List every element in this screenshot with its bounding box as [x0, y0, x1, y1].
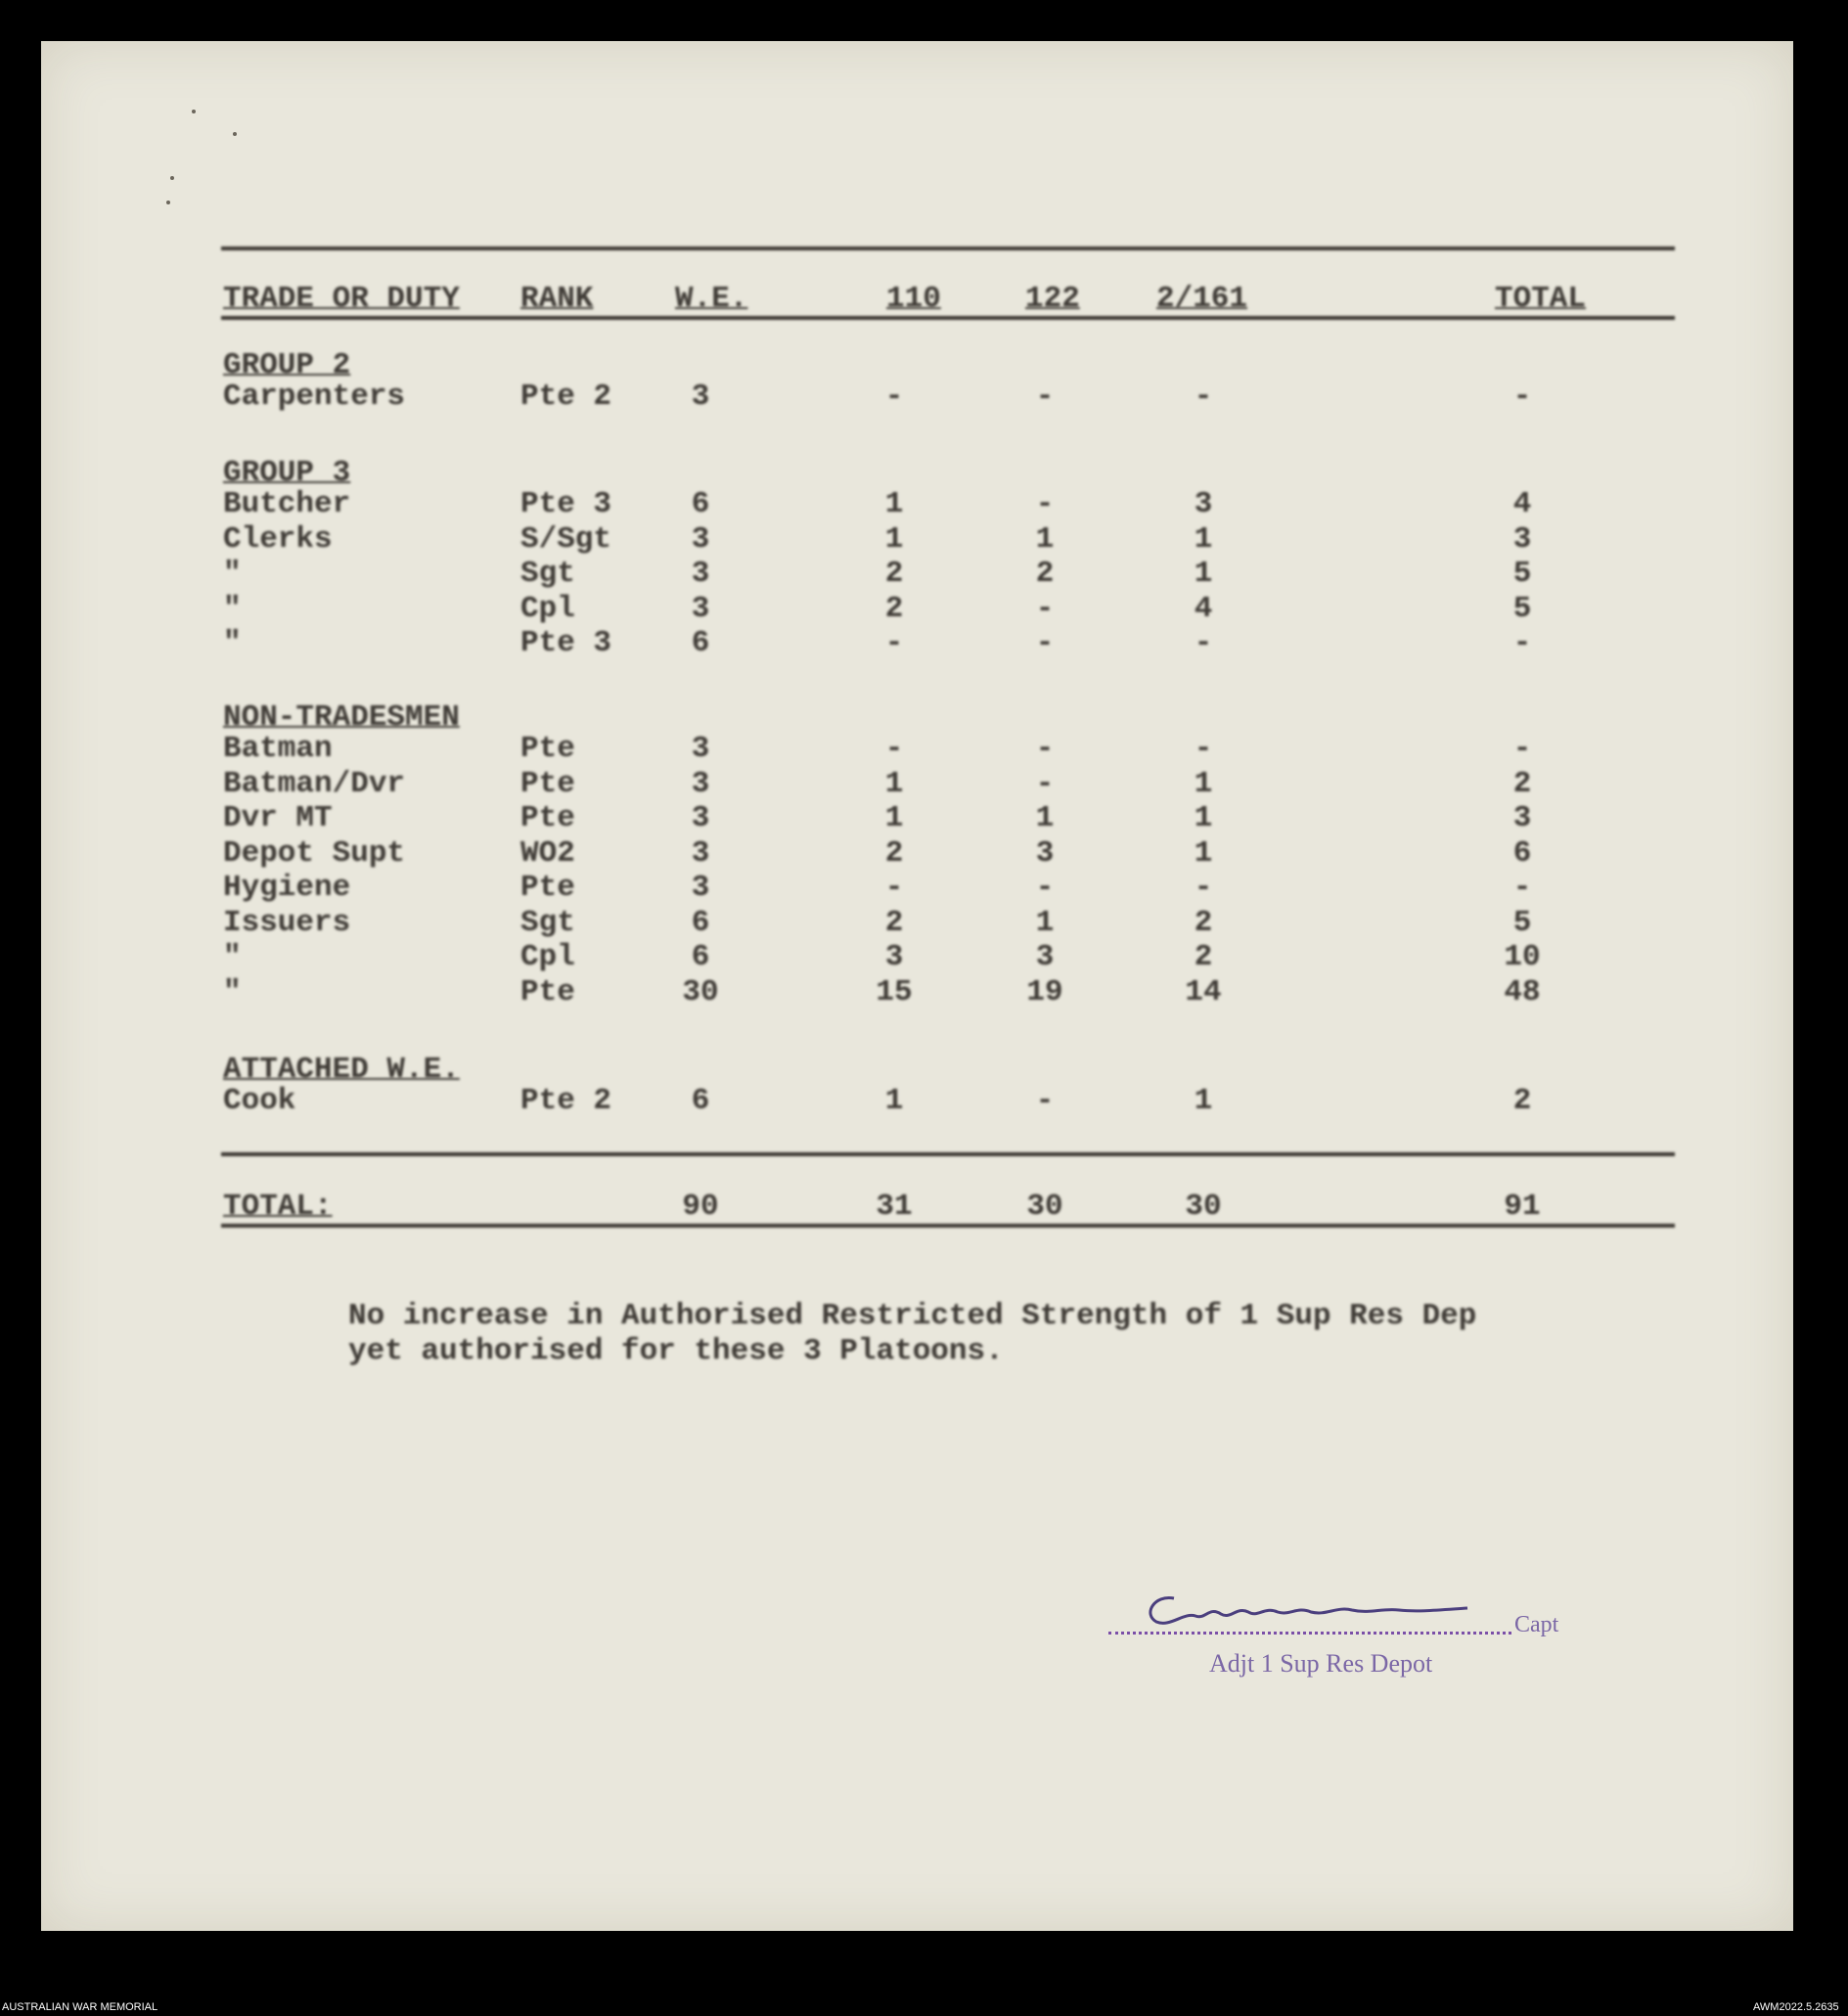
cell-c122: 19 [1026, 974, 1063, 1009]
cell-ws: 3 [691, 871, 710, 905]
cell-rank: Cpl [520, 591, 575, 626]
header-122: 122 [1025, 282, 1080, 316]
cell-c110: 1 [884, 1084, 904, 1118]
cell-c2-161: 1 [1194, 521, 1213, 557]
cell-rank: Pte 3 [520, 626, 612, 660]
cell-rank: Pte 2 [520, 380, 612, 414]
cell-trade: " [223, 940, 242, 974]
cell-ws: 6 [691, 1084, 710, 1118]
cell-rank: Pte [520, 732, 575, 766]
cell-c2-161: 14 [1185, 974, 1222, 1009]
header-trade: TRADE OR DUTY [223, 282, 460, 316]
cell-total: 3 [1512, 521, 1532, 557]
cell-c2-161: 1 [1194, 766, 1213, 801]
header-2-161: 2/161 [1156, 282, 1248, 316]
cell-trade: Cook [223, 1084, 296, 1118]
cell-c122: - [1035, 487, 1055, 521]
cell-c122: 3 [1035, 835, 1055, 871]
cell-c2-161: 3 [1194, 487, 1213, 521]
cell-trade: " [223, 557, 242, 591]
cell-c110: - [884, 380, 904, 414]
header-ws: W.E. [675, 282, 748, 316]
cell-trade: " [223, 591, 242, 626]
stamp-capt: Capt [1514, 1612, 1559, 1637]
cell-c2-161: - [1194, 732, 1213, 766]
cell-c110: - [884, 871, 904, 905]
cell-rank: Cpl [520, 940, 575, 974]
cell-c110: 1 [884, 487, 904, 521]
cell-c110: - [884, 732, 904, 766]
totals-total: 91 [1504, 1189, 1541, 1224]
totals-2-161: 30 [1185, 1189, 1222, 1224]
cell-c122: - [1035, 871, 1055, 905]
cell-total: 10 [1504, 940, 1541, 974]
cell-ws: 3 [691, 801, 710, 835]
cell-trade: Clerks [223, 521, 333, 557]
cell-ws: 6 [691, 487, 710, 521]
cell-c2-161: 1 [1194, 1084, 1213, 1118]
cell-trade: Issuers [223, 905, 351, 940]
cell-ws: 3 [691, 380, 710, 414]
cell-c122: 1 [1035, 801, 1055, 835]
note-line-1: No increase in Authorised Restricted Strength of 1 Sup Res Dep [348, 1299, 1477, 1333]
cell-rank: Pte [520, 766, 575, 801]
cell-rank: Sgt [520, 557, 575, 591]
cell-c122: - [1035, 766, 1055, 801]
cell-trade: Dvr MT [223, 801, 333, 835]
cell-c2-161: 2 [1194, 905, 1213, 940]
signature [1135, 1577, 1497, 1635]
cell-c110: 1 [884, 521, 904, 557]
cell-total: 5 [1512, 557, 1532, 591]
stamp-title: Adjt 1 Sup Res Depot [1209, 1649, 1433, 1678]
cell-c122: 1 [1035, 905, 1055, 940]
cell-total: - [1512, 380, 1532, 414]
cell-c110: 1 [884, 801, 904, 835]
cell-total: 6 [1512, 835, 1532, 871]
cell-ws: 3 [691, 766, 710, 801]
header-total: TOTAL [1495, 282, 1587, 316]
cell-c2-161: - [1194, 626, 1213, 660]
totals-ws: 90 [682, 1189, 719, 1224]
cell-c122: - [1035, 626, 1055, 660]
cell-c2-161: 2 [1194, 940, 1213, 974]
cell-c122: 2 [1035, 557, 1055, 591]
cell-c122: 1 [1035, 521, 1055, 557]
cell-rank: S/Sgt [520, 521, 612, 557]
cell-total: 4 [1512, 487, 1532, 521]
cell-c110: 2 [884, 905, 904, 940]
cell-total: 5 [1512, 591, 1532, 626]
cell-rank: Sgt [520, 905, 575, 940]
cell-trade: Carpenters [223, 380, 406, 414]
cell-ws: 6 [691, 626, 710, 660]
cell-rank: Pte [520, 974, 575, 1009]
group-title: NON-TRADESMEN [223, 700, 460, 735]
cell-total: - [1512, 732, 1532, 766]
cell-rank: Pte [520, 871, 575, 905]
cell-ws: 3 [691, 835, 710, 871]
cell-trade: " [223, 626, 242, 660]
header-110: 110 [886, 282, 941, 316]
cell-ws: 6 [691, 940, 710, 974]
cell-rank: Pte [520, 801, 575, 835]
cell-trade: Depot Supt [223, 835, 406, 871]
cell-c2-161: 1 [1194, 801, 1213, 835]
header-rank: RANK [520, 282, 594, 316]
cell-c110: 3 [884, 940, 904, 974]
totals-label: TOTAL: [223, 1189, 333, 1224]
cell-c110: 2 [884, 591, 904, 626]
cell-c122: - [1035, 1084, 1055, 1118]
cell-c110: 2 [884, 557, 904, 591]
cell-c122: 3 [1035, 940, 1055, 974]
cell-total: 3 [1512, 801, 1532, 835]
cell-c2-161: 1 [1194, 557, 1213, 591]
group-title: GROUP 2 [223, 348, 351, 382]
totals-122: 30 [1026, 1189, 1063, 1224]
cell-total: 2 [1512, 1084, 1532, 1118]
cell-ws: 6 [691, 905, 710, 940]
signature-line [1108, 1632, 1511, 1635]
cell-trade: Batman/Dvr [223, 766, 406, 801]
cell-total: - [1512, 871, 1532, 905]
cell-total: - [1512, 626, 1532, 660]
cell-c2-161: - [1194, 380, 1213, 414]
cell-rank: Pte 3 [520, 487, 612, 521]
cell-ws: 3 [691, 557, 710, 591]
cell-rank: WO2 [520, 835, 575, 871]
cell-total: 48 [1504, 974, 1541, 1009]
cell-c122: - [1035, 732, 1055, 766]
note-line-2: yet authorised for these 3 Platoons. [348, 1334, 1004, 1368]
cell-ws: 3 [691, 732, 710, 766]
footer-right: AWM2022.5.2635 [1753, 2001, 1839, 2013]
cell-trade: Butcher [223, 487, 351, 521]
cell-c122: - [1035, 591, 1055, 626]
cell-ws: 3 [691, 591, 710, 626]
cell-trade: Batman [223, 732, 333, 766]
cell-rank: Pte 2 [520, 1084, 612, 1118]
cell-trade: " [223, 974, 242, 1009]
cell-c110: 2 [884, 835, 904, 871]
cell-c110: 1 [884, 766, 904, 801]
footer-left: AUSTRALIAN WAR MEMORIAL [2, 2001, 158, 2013]
cell-ws: 3 [691, 521, 710, 557]
totals-110: 31 [876, 1189, 913, 1224]
cell-trade: Hygiene [223, 871, 351, 905]
group-title: ATTACHED W.E. [223, 1053, 460, 1087]
total-rule-top [221, 1152, 1675, 1156]
cell-c110: 15 [876, 974, 913, 1009]
cell-total: 5 [1512, 905, 1532, 940]
group-title: GROUP 3 [223, 456, 351, 490]
cell-c2-161: - [1194, 871, 1213, 905]
top-rule [221, 246, 1675, 250]
cell-c2-161: 4 [1194, 591, 1213, 626]
cell-total: 2 [1512, 766, 1532, 801]
cell-c2-161: 1 [1194, 835, 1213, 871]
cell-c122: - [1035, 380, 1055, 414]
total-rule-bottom [221, 1224, 1675, 1228]
cell-ws: 30 [682, 974, 719, 1009]
cell-c110: - [884, 626, 904, 660]
